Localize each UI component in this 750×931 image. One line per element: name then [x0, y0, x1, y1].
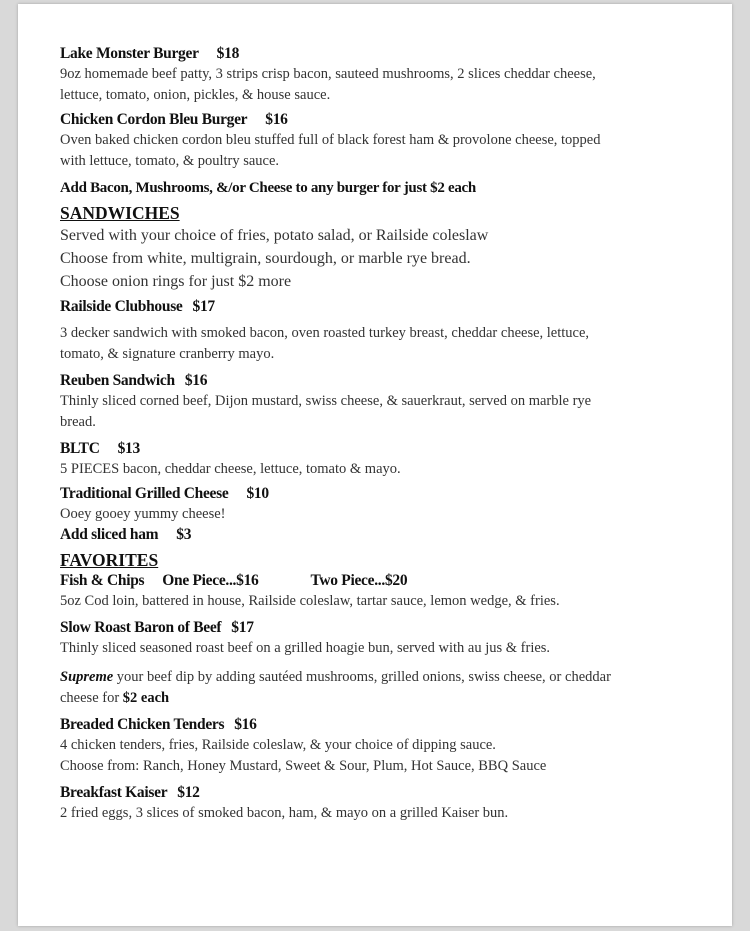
item-description: Oven baked chicken cordon bleu stuffed full of black forest ham & provolone cheese, topped	[60, 132, 601, 148]
item-description: Choose from: Ranch, Honey Mustard, Sweet & Sour, Plum, Hot Sauce, BBQ Sauce	[60, 758, 547, 774]
supreme-line2: cheese for	[60, 690, 123, 706]
menu-item-lake-monster-burger	[60, 44, 690, 106]
item-price: $18	[216, 45, 240, 62]
supreme-note	[60, 667, 690, 688]
item-description: tomato, & signature cranberry mayo.	[60, 346, 275, 362]
item-description: Ooey gooey yummy cheese!	[60, 506, 226, 522]
menu-item-railside-clubhouse	[60, 297, 690, 365]
item-description: 9oz homemade beef patty, 3 strips crisp bacon, sauteed mushrooms, 2 slices cheddar cheese,	[60, 66, 596, 82]
item-price: $17	[192, 298, 215, 315]
option-two-piece: Two Piece...$20	[310, 572, 408, 589]
menu-item-traditional-grilled-cheese	[60, 484, 690, 545]
addon-label: Add sliced ham	[60, 526, 159, 543]
item-description: 2 fried eggs, 3 slices of smoked bacon, ham, & mayo on a grilled Kaiser bun.	[60, 805, 509, 821]
menu-page	[18, 4, 732, 926]
item-name: Chicken Cordon Bleu Burger	[60, 111, 248, 128]
item-name: Breakfast Kaiser	[60, 784, 168, 801]
sandwich-intro-line: Served with your choice of fries, potato salad, or Railside coleslaw	[60, 227, 489, 244]
item-price: $13	[117, 440, 140, 457]
item-description: Thinly sliced corned beef, Dijon mustard, swiss cheese, & sauerkraut, served on marble rye	[60, 393, 592, 409]
item-description: bread.	[60, 414, 96, 430]
item-price: $16	[265, 111, 288, 128]
supreme-text: your beef dip by adding sautéed mushrooms, grilled onions, swiss cheese, or cheddar	[113, 669, 611, 685]
item-price: $16	[184, 372, 208, 389]
item-description: 3 decker sandwich with smoked bacon, oven roasted turkey breast, cheddar cheese, lettuce,	[60, 325, 590, 341]
menu-item-slow-roast-baron-of-beef	[60, 618, 690, 709]
item-description: 5 PIECES bacon, cheddar cheese, lettuce, tomato & mayo.	[60, 461, 401, 477]
addon-price: $3	[176, 526, 192, 543]
item-description: lettuce, tomato, onion, pickles, & house sauce.	[60, 87, 331, 103]
item-description: 5oz Cod loin, battered in house, Railside coleslaw, tartar sauce, lemon wedge, & fries.	[60, 593, 560, 609]
menu-item-fish-and-chips	[60, 571, 690, 612]
menu-item-breaded-chicken-tenders	[60, 715, 690, 777]
item-description: with lettuce, tomato, & poultry sauce.	[60, 153, 280, 169]
sandwich-intro-line: Choose from white, multigrain, sourdough, or marble rye bread.	[60, 250, 471, 267]
menu-item-reuben-sandwich	[60, 371, 690, 433]
section-heading-favorites: FAVORITES	[60, 550, 159, 570]
menu-item-bltc	[60, 439, 690, 480]
item-name: Breaded Chicken Tenders	[60, 716, 225, 733]
menu-item-chicken-cordon-bleu-burger	[60, 110, 690, 172]
item-price: $16	[234, 716, 257, 733]
burger-addon-note: Add Bacon, Mushrooms, &/or Cheese to any burger for just $2 each	[60, 180, 476, 196]
sandwich-intro-line: Choose onion rings for just $2 more	[60, 273, 292, 290]
item-name: Railside Clubhouse	[60, 298, 183, 315]
item-name: Fish & Chips	[60, 572, 145, 589]
supreme-word: Supreme	[60, 669, 114, 685]
item-description: Thinly sliced seasoned roast beef on a grilled hoagie bun, served with au jus & fries.	[60, 640, 551, 656]
option-one-piece: One Piece...$16	[162, 572, 259, 589]
supreme-note-line2	[60, 688, 690, 709]
item-name: Traditional Grilled Cheese	[60, 485, 229, 502]
item-name: Slow Roast Baron of Beef	[60, 619, 222, 636]
section-heading-sandwiches: SANDWICHES	[60, 203, 180, 223]
item-price: $10	[246, 485, 269, 502]
menu-item-breakfast-kaiser	[60, 783, 690, 824]
item-price: $12	[177, 784, 200, 801]
item-price: $17	[231, 619, 254, 636]
supreme-price: $2 each	[122, 690, 170, 706]
item-name: Lake Monster Burger	[60, 45, 199, 62]
item-description: 4 chicken tenders, fries, Railside coleslaw, & your choice of dipping sauce.	[60, 737, 496, 753]
item-name: Reuben Sandwich	[60, 372, 175, 389]
menu-content	[60, 44, 690, 824]
item-name: BLTC	[60, 440, 100, 457]
